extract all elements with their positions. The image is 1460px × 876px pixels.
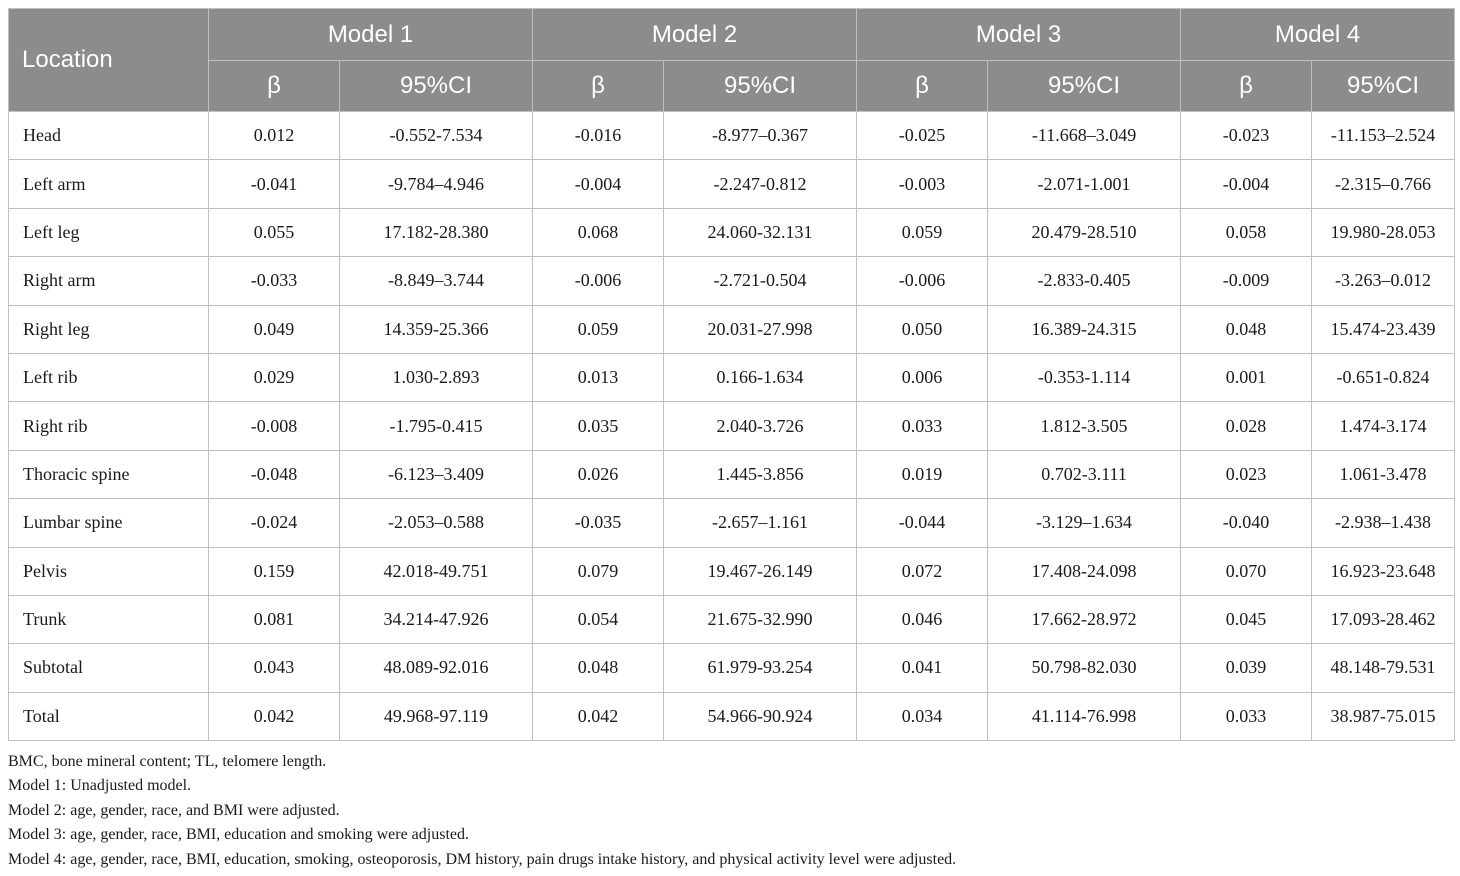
ci-cell: -2.721-0.504 — [664, 257, 857, 305]
ci-cell: -2.657–1.161 — [664, 499, 857, 547]
beta-cell: -0.004 — [1181, 160, 1312, 208]
header-model-4: Model 4 — [1181, 9, 1455, 61]
beta-cell: 0.013 — [533, 353, 664, 401]
ci-cell: -8.977–0.367 — [664, 112, 857, 160]
header-beta: β — [209, 61, 340, 112]
beta-cell: 0.029 — [209, 353, 340, 401]
ci-cell: -1.795-0.415 — [340, 402, 533, 450]
beta-cell: 0.026 — [533, 450, 664, 498]
ci-cell: 48.148-79.531 — [1312, 644, 1455, 692]
beta-cell: -0.006 — [857, 257, 988, 305]
ci-cell: 20.031-27.998 — [664, 305, 857, 353]
header-model-3: Model 3 — [857, 9, 1181, 61]
footnote-line: Model 1: Unadjusted model. — [8, 777, 192, 795]
table-header — [9, 9, 1455, 112]
header-beta: β — [1181, 61, 1312, 112]
ci-cell: 2.040-3.726 — [664, 402, 857, 450]
footnote-line: Model 4: age, gender, race, BMI, education, smoking, osteoporosis, DM history, pain drugs intake history, and physical activity level were adjusted. — [8, 850, 957, 868]
header-model-2: Model 2 — [533, 9, 857, 61]
ci-cell: 54.966-90.924 — [664, 692, 857, 740]
beta-cell: 0.035 — [533, 402, 664, 450]
beta-cell: 0.043 — [209, 644, 340, 692]
header-model-1: Model 1 — [209, 9, 533, 61]
ci-cell: 49.968-97.119 — [340, 692, 533, 740]
beta-cell: 0.042 — [533, 692, 664, 740]
ci-cell: 14.359-25.366 — [340, 305, 533, 353]
beta-cell: -0.024 — [209, 499, 340, 547]
beta-cell: 0.068 — [533, 208, 664, 256]
beta-cell: 0.006 — [857, 353, 988, 401]
beta-cell: 0.028 — [1181, 402, 1312, 450]
beta-cell: -0.008 — [209, 402, 340, 450]
header-ci: 95%CI — [340, 61, 533, 112]
table-footnotes — [8, 750, 956, 872]
table-row — [9, 692, 1455, 740]
header-beta: β — [857, 61, 988, 112]
table-row — [9, 208, 1455, 256]
beta-cell: 0.049 — [209, 305, 340, 353]
header-beta: β — [533, 61, 664, 112]
table-row — [9, 305, 1455, 353]
ci-cell: 19.467-26.149 — [664, 547, 857, 595]
ci-cell: 17.662-28.972 — [988, 595, 1181, 643]
ci-cell: 1.474-3.174 — [1312, 402, 1455, 450]
ci-cell: -8.849–3.744 — [340, 257, 533, 305]
ci-cell: 1.030-2.893 — [340, 353, 533, 401]
location-cell: Right arm — [9, 257, 209, 305]
beta-cell: 0.059 — [533, 305, 664, 353]
ci-cell: -3.129–1.634 — [988, 499, 1181, 547]
table-row — [9, 160, 1455, 208]
ci-cell: 38.987-75.015 — [1312, 692, 1455, 740]
beta-cell: 0.034 — [857, 692, 988, 740]
beta-cell: 0.012 — [209, 112, 340, 160]
beta-cell: -0.041 — [209, 160, 340, 208]
beta-cell: -0.040 — [1181, 499, 1312, 547]
ci-cell: 1.061-3.478 — [1312, 450, 1455, 498]
ci-cell: 42.018-49.751 — [340, 547, 533, 595]
beta-cell: -0.033 — [209, 257, 340, 305]
beta-cell: 0.059 — [857, 208, 988, 256]
ci-cell: 20.479-28.510 — [988, 208, 1181, 256]
beta-cell: 0.042 — [209, 692, 340, 740]
ci-cell: 24.060-32.131 — [664, 208, 857, 256]
table-row — [9, 112, 1455, 160]
location-cell: Trunk — [9, 595, 209, 643]
table-row — [9, 595, 1455, 643]
beta-cell: -0.003 — [857, 160, 988, 208]
ci-cell: 0.166-1.634 — [664, 353, 857, 401]
beta-cell: 0.081 — [209, 595, 340, 643]
ci-cell: -0.353-1.114 — [988, 353, 1181, 401]
location-cell: Left rib — [9, 353, 209, 401]
results-table-container — [8, 8, 1452, 741]
table-row — [9, 644, 1455, 692]
location-cell: Thoracic spine — [9, 450, 209, 498]
table-row — [9, 257, 1455, 305]
ci-cell: 61.979-93.254 — [664, 644, 857, 692]
beta-cell: 0.079 — [533, 547, 664, 595]
beta-cell: 0.048 — [1181, 305, 1312, 353]
beta-cell: 0.054 — [533, 595, 664, 643]
ci-cell: 15.474-23.439 — [1312, 305, 1455, 353]
beta-cell: 0.001 — [1181, 353, 1312, 401]
ci-cell: 16.389-24.315 — [988, 305, 1181, 353]
beta-cell: 0.023 — [1181, 450, 1312, 498]
beta-cell: 0.070 — [1181, 547, 1312, 595]
table-row — [9, 402, 1455, 450]
header-ci: 95%CI — [1312, 61, 1455, 112]
beta-cell: 0.046 — [857, 595, 988, 643]
ci-cell: -11.153–2.524 — [1312, 112, 1455, 160]
location-cell: Lumbar spine — [9, 499, 209, 547]
beta-cell: 0.048 — [533, 644, 664, 692]
beta-cell: -0.004 — [533, 160, 664, 208]
location-cell: Total — [9, 692, 209, 740]
ci-cell: 21.675-32.990 — [664, 595, 857, 643]
location-cell: Pelvis — [9, 547, 209, 595]
beta-cell: -0.035 — [533, 499, 664, 547]
beta-cell: 0.033 — [857, 402, 988, 450]
ci-cell: -2.247-0.812 — [664, 160, 857, 208]
ci-cell: 17.093-28.462 — [1312, 595, 1455, 643]
table-row — [9, 547, 1455, 595]
beta-cell: 0.159 — [209, 547, 340, 595]
header-ci: 95%CI — [988, 61, 1181, 112]
beta-cell: 0.045 — [1181, 595, 1312, 643]
footnote-line: BMC, bone mineral content; TL, telomere length. — [8, 753, 327, 770]
location-cell: Left arm — [9, 160, 209, 208]
ci-cell: 48.089-92.016 — [340, 644, 533, 692]
beta-cell: -0.025 — [857, 112, 988, 160]
ci-cell: 1.812-3.505 — [988, 402, 1181, 450]
ci-cell: 0.702-3.111 — [988, 450, 1181, 498]
ci-cell: 16.923-23.648 — [1312, 547, 1455, 595]
location-cell: Right leg — [9, 305, 209, 353]
header-ci: 95%CI — [664, 61, 857, 112]
beta-cell: -0.044 — [857, 499, 988, 547]
ci-cell: 34.214-47.926 — [340, 595, 533, 643]
table-row — [9, 450, 1455, 498]
ci-cell: -2.053–0.588 — [340, 499, 533, 547]
ci-cell: 17.408-24.098 — [988, 547, 1181, 595]
beta-cell: 0.041 — [857, 644, 988, 692]
location-cell: Right rib — [9, 402, 209, 450]
ci-cell: -2.938–1.438 — [1312, 499, 1455, 547]
ci-cell: 50.798-82.030 — [988, 644, 1181, 692]
beta-cell: -0.048 — [209, 450, 340, 498]
beta-cell: -0.006 — [533, 257, 664, 305]
beta-cell: 0.019 — [857, 450, 988, 498]
header-location: Location — [9, 9, 209, 112]
ci-cell: -2.071-1.001 — [988, 160, 1181, 208]
ci-cell: -2.833-0.405 — [988, 257, 1181, 305]
beta-cell: 0.033 — [1181, 692, 1312, 740]
ci-cell: -11.668–3.049 — [988, 112, 1181, 160]
ci-cell: 41.114-76.998 — [988, 692, 1181, 740]
footnote-line: Model 3: age, gender, race, BMI, education and smoking were adjusted. — [8, 826, 469, 844]
ci-cell: -0.552-7.534 — [340, 112, 533, 160]
beta-cell: 0.055 — [209, 208, 340, 256]
ci-cell: -6.123–3.409 — [340, 450, 533, 498]
beta-cell: 0.050 — [857, 305, 988, 353]
ci-cell: -3.263–0.012 — [1312, 257, 1455, 305]
ci-cell: 19.980-28.053 — [1312, 208, 1455, 256]
footnote-line: Model 2: age, gender, race, and BMI were adjusted. — [8, 801, 340, 819]
ci-cell: 1.445-3.856 — [664, 450, 857, 498]
beta-cell: -0.009 — [1181, 257, 1312, 305]
table-row — [9, 353, 1455, 401]
location-cell: Head — [9, 112, 209, 160]
location-cell: Left leg — [9, 208, 209, 256]
beta-cell: 0.072 — [857, 547, 988, 595]
beta-cell: 0.039 — [1181, 644, 1312, 692]
ci-cell: 17.182-28.380 — [340, 208, 533, 256]
ci-cell: -9.784–4.946 — [340, 160, 533, 208]
beta-cell: -0.016 — [533, 112, 664, 160]
table-row — [9, 499, 1455, 547]
table-body — [9, 112, 1455, 741]
ci-cell: -2.315–0.766 — [1312, 160, 1455, 208]
beta-cell: -0.023 — [1181, 112, 1312, 160]
location-cell: Subtotal — [9, 644, 209, 692]
regression-table — [8, 8, 1455, 741]
ci-cell: -0.651-0.824 — [1312, 353, 1455, 401]
beta-cell: 0.058 — [1181, 208, 1312, 256]
